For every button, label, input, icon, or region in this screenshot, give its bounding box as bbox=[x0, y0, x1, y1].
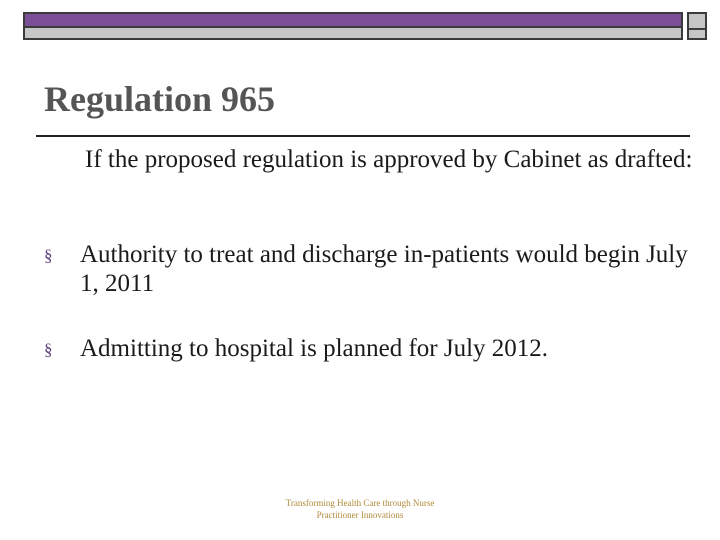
footer-line-2: Practitioner Innovations bbox=[316, 510, 404, 520]
bullet-text: Authority to treat and discharge in-patients would begin July 1, 2011 bbox=[80, 241, 688, 297]
slide-title: Regulation 965 bbox=[44, 79, 276, 119]
title-divider bbox=[36, 135, 690, 137]
slide-footer bbox=[260, 497, 460, 521]
bullet-marker-icon: § bbox=[44, 340, 53, 359]
intro-text: If the proposed regulation is approved by Cabinet as drafted: bbox=[85, 146, 693, 173]
header-corner-box-top bbox=[687, 12, 707, 30]
header-corner-box-bottom bbox=[687, 30, 707, 40]
header-secondary-bar bbox=[23, 28, 683, 40]
bullet-text: Admitting to hospital is planned for July 2012. bbox=[80, 335, 549, 362]
bullet-marker-icon: § bbox=[44, 246, 53, 265]
footer-line-1: Transforming Health Care through Nurse bbox=[285, 498, 435, 508]
header-accent-bar bbox=[23, 12, 683, 28]
